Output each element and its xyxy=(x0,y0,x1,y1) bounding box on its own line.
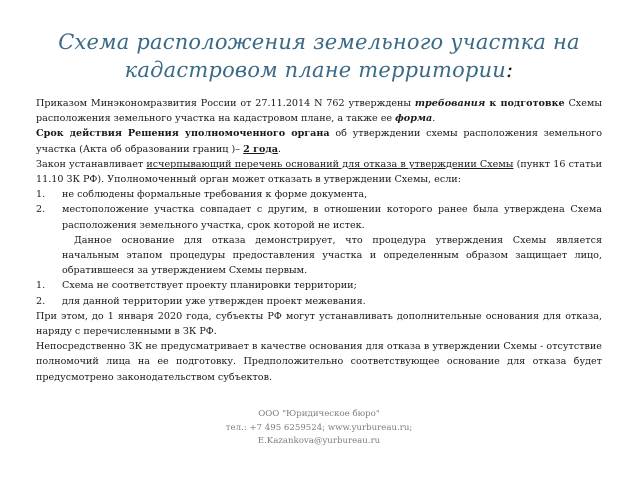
title-line-2-text: кадастровом плане территории xyxy=(124,58,507,82)
slide-body xyxy=(36,96,602,385)
p1-requirements: требования xyxy=(414,98,486,109)
title-line-2 xyxy=(40,56,598,84)
list-text: местоположение участка совпадает с другим, в отношении которого ранее была утверждена Схема расположения земельного участка, срок которой не истек. xyxy=(62,204,602,231)
list-item xyxy=(36,294,602,309)
list-item xyxy=(36,278,602,293)
list-text: не соблюдены формальные требования к форме документа, xyxy=(62,189,368,201)
list-number: 2. xyxy=(36,204,46,216)
list-item xyxy=(36,187,602,202)
p3-underlined: исчерпывающий перечень оснований для отказа в утверждении Схемы xyxy=(146,158,514,170)
p1-text2: Схемы расположения земельного участка на кадастровом плане, а также ее xyxy=(36,98,602,125)
list-number: 2. xyxy=(36,295,46,307)
title-colon: : xyxy=(506,58,514,82)
note-paragraph: Данное основание для отказа демонстрирует, что процедура утверждения Схемы является начальным этапом процедуры предоставления участка и определенным образом защищает лицо, обратившееся за утверждением Схемы первым. xyxy=(62,234,602,277)
p2-text: об утверждении схемы расположения земельного участка (Акта об образовании границ )– xyxy=(36,128,602,155)
footer-phone-web: тел.: +7 495 6259524; www.yurbureau.ru; xyxy=(225,422,413,433)
p1-bold: к подготовке xyxy=(485,98,565,109)
p3-text2: (пункт 16 статьи 11.10 ЗК РФ). Уполномоченный орган может отказать в утверждении Схемы, если: xyxy=(36,158,603,186)
paragraph-2020: При этом, до 1 января 2020 года, субъекты РФ могут устанавливать дополнительные основания для отказа, наряду с перечисленными в ЗК РФ. xyxy=(36,310,602,338)
p1-end: . xyxy=(432,113,436,125)
paragraph-authority: Непосредственно ЗК не предусматривает в качестве основания для отказа в утверждении Схемы - отсутствие полномочий лица на ее подготовку. Предположительно соответствующее основание для отказа будет предусмотрено законодательством субъектов. xyxy=(36,341,602,383)
p2-term: 2 года xyxy=(243,143,279,155)
list-number: 1. xyxy=(36,189,46,201)
p2-end: . xyxy=(278,143,282,155)
p2-bold: Срок действия Решения уполномоченного органа xyxy=(36,128,330,140)
p1-form: форма xyxy=(395,113,433,125)
p1-text: Приказом Минэкономразвития России от 27.11.2014 N 762 утверждены xyxy=(36,98,415,109)
list-item xyxy=(36,202,602,232)
footer-email: E.Kazankova@yurbureau.ru xyxy=(257,436,381,446)
footer-contacts xyxy=(180,408,458,449)
list-text: для данной территории уже утвержден проект межевания. xyxy=(62,295,366,307)
paragraph-order xyxy=(36,96,602,126)
paragraph-law xyxy=(36,157,602,187)
p3-text1: Закон устанавливает xyxy=(36,158,147,170)
footer-company: ООО "Юридическое бюро" xyxy=(258,409,380,419)
list-number: 1. xyxy=(36,280,46,292)
title-line-1: Схема расположения земельного участка на xyxy=(58,30,580,54)
list-text: Схема не соответствует проекту планировки территории; xyxy=(62,280,357,292)
slide-title xyxy=(40,28,598,84)
paragraph-validity xyxy=(36,126,602,156)
